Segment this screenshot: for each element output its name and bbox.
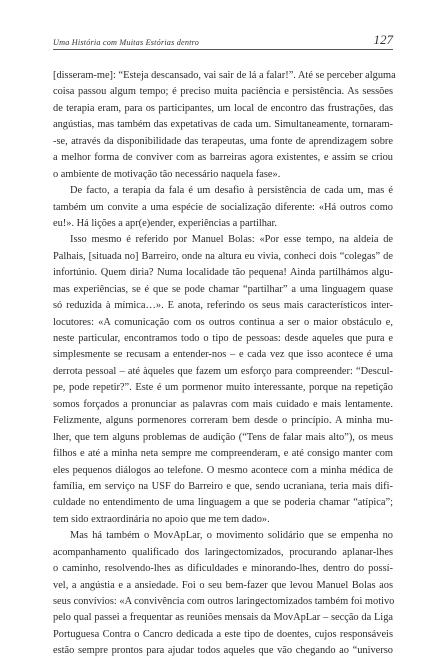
running-title: Uma História com Muitas Estórias dentro	[53, 38, 200, 47]
text-line: também um convite a uma espécie de socialização diferente: «Há outros como	[53, 201, 393, 213]
text-line: derrota pessoal – até àqueles que fazem um esforço para compreender: “Descul-	[53, 365, 393, 377]
text-line: simplesmente se recusam a entender-nos – e cada vez que isso acontece é uma	[53, 349, 393, 361]
text-line: Palhais, [situada no] Barreiro, onde na altura eu vivia, conheci dois “colegas” de	[53, 250, 393, 262]
text-line: estão sempre prontos para ajudar todos aqueles que vão chegando ao “universo	[53, 645, 393, 657]
text-line: coisa passou algum tempo; é preciso muita paciência e persistência. As sessões	[53, 86, 393, 98]
text-line: lher, que tem alguns problemas de audição (“Tens de falar mais alto”), os meus	[53, 431, 393, 443]
text-line: o caminho, resolvendo-lhes as dificuldades e minorando-lhes, dentro do possí-	[53, 563, 393, 575]
text-line: pelo qual passei a frequentar as reuniões mensais da MovApLar – secção da Liga	[53, 612, 393, 624]
text-line: Portuguesa Contra o Cancro dedicada a este tipo de doentes, cujos responsáveis	[53, 628, 393, 640]
text-line: [disseram-me]: “Esteja descansado, vai sair de lá a falar!”. Até se perceber alguma	[53, 70, 396, 81]
text-line: Mas há também o MovApLar, o movimento solidário que se empenha no	[70, 530, 393, 542]
text-line: pe, pode repetir?”. Este é um pormenor muito interessante, porque na repetição	[53, 382, 393, 394]
text-line: tem sido extraordinária no apoio que me tem dado».	[53, 513, 270, 525]
page-number: 127	[373, 32, 393, 47]
text-line: -se, através da disponibilidade das terapeutas, uma fonte de aprendizagem sobre	[53, 135, 393, 147]
text-line: seus convívios: «A convivência com outros laringectomizados também foi motivo	[53, 596, 395, 607]
text-line: só reduzida à mímica…». E anota, referindo os seus mais característicos inter-	[53, 300, 393, 312]
text-line: o ambiente de motivação tão necessário naquela fase».	[53, 168, 281, 180]
text-line: filhos e até a minha neta sempre me compreenderam, e até consigo manter com	[53, 448, 393, 460]
text-line: somos forçados a pronunciar as palavras com mais cuidado e mais lentamente.	[53, 398, 393, 410]
text-line: de terapia eram, para os participantes, um local de encontro das frustrações, das	[53, 102, 393, 114]
text-line: infortúnio. Quem diria? Numa localidade tão pequena! Ainda partilhámos algu-	[53, 267, 393, 279]
text-line: eu!». Há lições a apr(e)ender, experiências a partilhar.	[53, 217, 278, 229]
text-line: eles pequenos diálogos ao telefone. O mesmo acontece com a minha médica de	[53, 464, 393, 476]
text-line: mas experiências, se é que se pode chamar “partilhar” a uma linguagem quase	[53, 283, 393, 295]
text-line: Isso mesmo é referido por Manuel Bolas: «Por esse tempo, na aldeia de	[70, 234, 393, 246]
text-line: angústias, mas também das expetativas de cada um. Simultaneamente, tornaram-	[53, 119, 393, 131]
running-header	[53, 33, 393, 50]
text-line: acompanhamento qualificado dos laringectomizados, procurando aplanar-lhes	[53, 546, 393, 558]
text-line: neste particular, encontramos todo o tipo de pessoas: desde aqueles que pura e	[53, 333, 393, 344]
text-line: vel, a angústia e a ansiedade. Foi o seu bem-fazer que levou Manuel Bolas aos	[53, 579, 393, 591]
text-line: locutores: «A comunicação com os outros continua a ser o maior obstáculo e,	[53, 316, 393, 328]
text-line: De facto, a terapia da fala é um desafio à persistência de cada um, mas é	[70, 185, 393, 197]
text-line: culdade no entendimento de uma linguagem a que se poderia chamar “atípica”;	[53, 497, 393, 509]
text-line: família, em serviço na USF do Barreiro e que, sendo ucraniana, teria mais difi-	[53, 480, 393, 492]
body-text	[53, 68, 396, 660]
text-line: a melhor forma de conviver com as barreiras agora existentes, e assim se criou	[53, 152, 393, 164]
text-line: Felizmente, alguns pormenores correram bem desde o princípio. A minha mu-	[53, 415, 393, 427]
